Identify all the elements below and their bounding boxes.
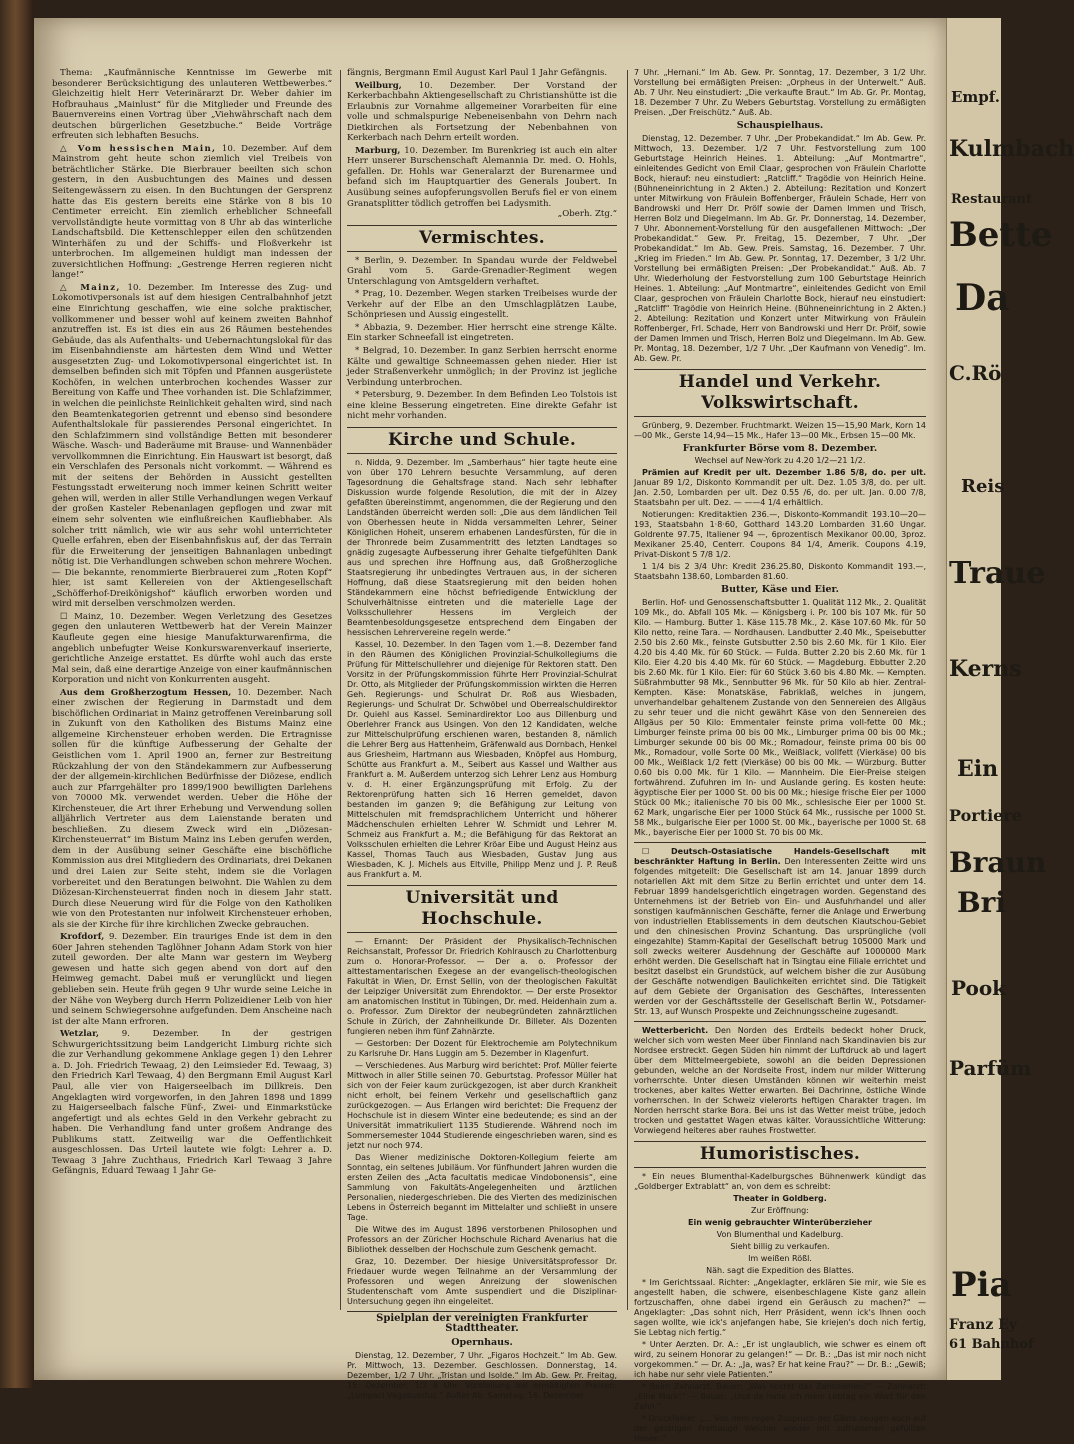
adjacent-ad-text: Pook	[951, 976, 1007, 1000]
adjacent-ad-text: Braun	[949, 846, 1047, 879]
adjacent-ad-text: Reis	[961, 476, 1005, 497]
opera-schedule-continued: 7 Uhr. „Hernani.“ Im Ab. Gew. Pr. Sonntag, 17. Dezember, 3 1/2 Uhr. Vorstellung bei ermäßigten Preisen: „Orpheus in der Unterwelt.“ Auß. Ab. 7 Uhr. Neu einstudiert: „Die verkaufte Braut.“ Im Ab. Gr. Pr. Montag, 18. Dezember 7 Uhr. Zu Webers Geburtstag. Vorstellung zu ermäßigten Preisen. „Der Freischütz.“ Auß. Ab.	[634, 68, 926, 117]
humor-blumenthal: * Ein neues Blumenthal-Kadelburgsches Bühnenwerk kündigt das „Goldberger Extrablatt“ an, von dem es schreibt:	[634, 1171, 926, 1191]
humor-doctors: * Unter Aerzten. Dr. A.: „Er ist unglaublich, wie schwer es einem oft wird, zu seinem Honorar zu gelangen!“ — Dr. B.: „Das ist mir noch nicht vorgekommen.“ — Dr. A.: „Ja, was? Er hat keine Frau?“ — Dr. B.: „Gewiß; ich habe nur sehr viele Patienten.“	[634, 1339, 926, 1379]
university-avenarius: Die Witwe des im August 1896 verstorbenen Philosophen und Professors an der Züricher Hochschule Richard Avenarius hat die Bibliothek desselben der Hochschule zum Geschenk gemacht.	[347, 1224, 617, 1254]
article-main-ice: △ Vom hessischen Main, 10. Dezember. Auf dem Mainstrom geht heute schon ziemlich viel Treibeis von beträchtlicher Stärke. Die Bierbrauer beeilten sich schon gestern, in den Ausbuchtungen des Maines und dessen Seitengewässern zu eisen. In den Buchtungen der Gersprenz hatte das Eis gestern bereits eine Stärke von 8 bis 10 Centimeter erreicht. Ein ziemlich erheblicher Schneefall vervollständigte heute vormittag von 8 Uhr ab das winterliche Landschaftsbild. Die Kettenschlepper eilen den schützenden Winterhäfen zu und der Schiffs- und Floßverkehr ist unterbrochen. Im allgemeinen huldigt man indessen der zuversichtlichen Hoffnung: „Gestrenge Herren regieren nicht lange!“	[52, 143, 332, 281]
news-abbazia: * Abbazia, 9. Dezember. Hier herrscht eine strenge Kälte. Ein starker Schneefall ist eingetreten.	[347, 322, 617, 344]
university-deceased: — Gestorben: Der Dozent für Elektrochemie am Polytechnikum zu Karlsruhe Dr. Hans Luggin am 5. Dezember in Klagenfurt.	[347, 1038, 617, 1058]
humor-ad-line-2: Zur Eröffnung:	[751, 1205, 809, 1215]
weather-report: Wetterbericht. Den Norden des Erdteils bedeckt hoher Druck, welcher sich vom westen Meer über Finnland nach Skandinavien bis zur Nordsee erstreckt. Gegen Süden hin nimmt der Luftdruck ab und lagert über dem Mittelmeergebiete, sowohl an die beiden Depressionen gebunden, welche an der Nordseite Frost, indem nur milder Witterung vorherrschte. Unter diesen Umständen können wir weiterhin meist trockenes, aber kaltes Wetter erwarten. Bei Dachrinne, östliche Winde vorherrschen. In der Schweiz vielerorts heftigen Charakter tragen. Im Norden herrscht starke Bora. Bei uns ist das Wetter meist trübe, jedoch trocken und gestattet Wagen etwas kälter. Voraussichtliche Witterung: Vorwiegend heiteres aber rauhes Frostwetter.	[634, 1025, 926, 1135]
adjacent-ad-text: 61 Bahnhof	[949, 1337, 1034, 1352]
adjacent-ad-text: Empf.	[951, 88, 1000, 106]
section-heading-humoristisches: Humoristisches.	[634, 1141, 926, 1168]
university-vienna: Das Wiener medizinische Doktoren-Kollegium feierte am Sonntag, ein seltenes Jubiläum. Vor fünfhundert Jahren wurden die ersten Zeilen des „Acta facultatis medicae Vindobonensis“, eine Sammlung von Fakultäts-Angelegenheiten und ärztlichen Personalien, niedergeschrieben. Die des Vierten des medizinischen Lebens in Österreich begannt im Mittelalter und schließt in unsere Tage.	[347, 1152, 617, 1222]
article-kassel: Kassel, 10. Dezember. In den Tagen vom 1.—8. Dezember fand in den Räumen des Königlichen Provinzial-Schulkollegiums die Prüfung für Mittelschullehrer und diejenige für Rektoren statt. Den Vorsitz in der Prüfungskommission führte Herr Provinzial-Schulrat Dr. Otto, als Mitglieder der Prüfungskommission wirkten die Herren Geh. Regierungs- und Schulrat Dr. Roß aus Wiesbaden, Regierungs- und Schulrat Dr. Schwöbel und Oberrealschuldirektor Dr. Quiehl aus Kassel. Seminardirektor Loo aus Dillenburg und Oberlehrer Franck aus Usingen. Von den 12 Kandidaten, welche zur Mittelschulprüfung erschienen waren, bestanden 8, nämlich die Lehrer Berg aus Hattenheim, Gräfenwald aus Dornbach, Henkel aus Griesheim, Hartmann aus Wiesbaden, Knöpfel aus Homburg, Schütte aus Frankfurt a. M., Seibert aus Kassel und Walther aus Frankfurt a. M. Außerdem unterzog sich Lehrer Lenz aus Homburg v. d. H. einer Ergänzungsprüfung mit Erfolg. Zu der Rektorenprüfung hatten sich 16 Herren gemeldet, davon bestanden im ganzen 9; die Befähigung zur Leitung von Mittelschulen mit fremdsprachlichem Unterricht und höherer Mädchenschulen erhielten Lehrer W. Schmidt und Lehrer M. Schmeiz aus Frankfurt a. M.; die Befähigung für das Rektorat an Volksschulen erhielten die Lehrer Kröar Eibe und August Heinz aus Kassel, Thomas Tauch aus Wiesbaden, Gustav Jung aus Wiesbaden, K. J. Michels aus Eltville, Philipp Menz und J. P. Reuß aus Frankfurt a. M.	[347, 639, 617, 879]
news-berlin: * Berlin, 9. Dezember. In Spandau wurde der Feldwebel Grahl vom 5. Garde-Grenadier-Regiment wegen Unterschlagung von Amtsgeldern verhaftet.	[347, 255, 617, 287]
news-petersburg: * Petersburg, 9. Dezember. In dem Befinden Leo Tolstois ist eine kleine Besserung eingetreten. Eine direkte Gefahr ist nicht mehr vorhanden.	[347, 390, 617, 422]
university-appointed: — Ernannt: Der Präsident der Physikalisch-Technischen Reichsanstalt, Professor Dr. Friedrich Kohlrausch zu Charlottenburg zum o. Honorar-Professor. — Der a. o. Professor der alttestamentarischen Exegese an der evangelisch-theologischen Fakultät in Wien, Dr. Ernst Sellin, von der theologischen Fakultät der Leipziger Universität zum Ehrendoktor. — Der erste Prosektor am anatomischen Institut in Tübingen, Dr. med. Heidenhain zum a. o. Professor. Zum Direktor der neubegründeten zahnärztlichen Schule in Zürich, der Zahnheilkunde Dr. Billeter. Als Dozenten fungieren neben ihm fünf Zahnärzte.	[347, 936, 617, 1036]
divider	[634, 842, 926, 843]
article-krofdorf: Krofdorf, 9. Dezember. Ein trauriges Ende ist dem in den 60er Jahren stehenden Taglöhner Johann Adam Stork von hier zuteil geworden. Der alte Mann war gestern im Weyberg gewesen und hatte sich gegen abend von dort auf den Heimweg gemacht. Dabei muß er verunglückt und liegen geblieben sein. Heute früh gegen 9 Uhr wurde seine Leiche in der Nähe von Weyberg durch Herrn Polizeidiener Leib von hier und seinem Schwiegersohne aufgefunden. Dem Anscheine nach ist der alte Mann erfroren.	[52, 932, 332, 1027]
humor-ad-line-7: Näh. sagt die Expedition des Blattes.	[706, 1265, 854, 1275]
humor-ad-line-5: Sieht billig zu verkaufen.	[730, 1241, 830, 1251]
section-heading-kirche-schule: Kirche und Schule.	[347, 427, 617, 454]
news-prag: * Prag, 10. Dezember. Wegen starken Treibeises wurde der Verkehr auf der Elbe an den Umschlagplätzen Laube, Schönpriesen und Aussig eingestellt.	[347, 289, 617, 321]
market-gruenberg: Grünberg, 9. Dezember. Fruchtmarkt. Weizen 15—15,90 Mark, Korn 14—00 Mk., Gerste 14,94—15 Mk., Hafer 13—00 Mk., Erbsen 15—00 Mk.	[634, 420, 926, 440]
humor-dentist: * Beim Zahnarzt. Bauer: „Was kostet das Zahnziehen?“ — Zahnarzt: „Eine Mark!“ — Bauer: „Und da habe ich mein Lebtag ein Wort für den Zahn.“	[634, 1381, 926, 1411]
humor-ad-line-1: Theater in Goldberg.	[733, 1193, 827, 1203]
schauspielhaus-heading: Schauspielhaus.	[736, 120, 824, 131]
adjacent-ad-text: Ein	[957, 756, 999, 782]
column-rule-2	[627, 70, 628, 1310]
article-lecture: Thema: „Kaufmännische Kenntnisse im Gewerbe mit besonderer Berücksichtigung des unlauteren Wettbewerbes.“ Gleichzeitig hielt Herr Veterinärarzt Dr. Weber dahier im Hofbrauhaus „Mainlust“ für die Mitglieder und Freunde des Bauernvereins einen Vortrag über „Viehwährschaft nach dem deutschen bürgerlichen Gesetzbuche.“ Beide Vorträge erfreuten sich lebhaften Besuchs.	[52, 68, 332, 142]
article-mainz-rail: △ Mainz, 10. Dezember. Im Interesse des Zug- und Lokomotivpersonals ist auf dem hiesigen Centralbahnhof jetzt eine Einrichtung geschaffen, wie eine solche praktischer, vollkommener und besser wohl auf keinem zweiten Bahnhof anzutreffen ist. Es ist dies ein aus 26 Räumen bestehendes Gebäude, das als Aufenthalts- und Uebernachtungslokal für das im Eisenbahndienste am härtesten dem Wind und Wetter ausgesetzten Zug- und Lokomotivpersonal eingerichtet ist. In demselben befinden sich mit Töpfen und Pfannen ausgerüstete Kochöfen, in welchen unterbrochen kochendes Wasser zur Bereitung von Kaffe und Thee vorhanden ist. Die Schlafzimmer, in welchen die peinlichste Reinlichkeit gehalten wird, sind nach den Beamtenkategorien getrennt und ebenso sind besondere Aufenthaltslokale für passierendes Personal eingerichtet. In den Schlafzimmern sind vollständige Betten mit besonderer Wäsche. Wasch- und Baderäume mit Brause- und Wannenbäder vervollkommnen die Einrichtung. Ein Hauswart ist besorgt, daß ein Verschlafen des Personals nicht vorkommt. — Während es mit der seitens der Behörden in Aussicht gestellten Festungsstadt erweiterung noch immer keinen Schritt weiter gehen will, werden in aller Stille Verhandlungen wegen Verkauf der großen Kasteler Rebenanlagen gepflogen und zwar mit einem sehr solventen wie einflußreichen Kaufliebhaber. Als solcher tritt nämlich, wie wir aus sehr wohl unterrichteter Quelle erfahren, eben der Eisenbahnfiskus auf, der das Terrain für die Erweiterung der jenseitigen Bahnanlagen unbedingt nötig ist. Die Verhandlungen schweben schon mehrere Wochen. — Die bekannte, renommierte Bierbrauerei zum „Roten Kopf“ hier, ist samt Kellereien von der Aktiengesellschaft „Schöfferhof-Dreikönigshof“ käuflich erworben worden und wird mit derselben verschmolzen werden.	[52, 282, 332, 610]
schauspielhaus-schedule: Dienstag, 12. Dezember. 7 Uhr. „Der Probekandidat.“ Im Ab. Gew. Pr. Mittwoch, 13. Dezember. 1/2 7 Uhr. Festvorstellung zum 100 Geburtstage Heinrich Heines. 1. Abteilung: „Auf Montmartre“, einleitendes Gedicht von Emil Claar, gesprochen von Fräulein Charlotte Bock, hierauf: neu einstudiert: „Ratcliff.“ Tragödie von Heinrich Heine. (Bühneneinrichtung in 2 Akten.) 2. Abteilung: Rezitation und Konzert unter Mitwirkung von Fräulein Boffenberger, Fräulein Schade, Herr von Bandrowski und Herr Dr. Prölf sowie der Damen Immen und Trisch, Herren Bolz und Diegelmann. Im Ab. Gr. Pr. Donnerstag, 14. Dezember, 7 Uhr. Abonnement-Vorstellung für den ausgefallenen Mittwoch: „Der Probekandidat.“ Gew. Pr. Freitag, 15. Dezember, 7 Uhr. „Der Probekandidat.“ Im Ab. Gew. Preis. Samstag, 16. Dezember. 7 Uhr. „Krieg im Frieden.“ Im Ab. Gew. Pr. Sonntag, 17. Dezember, 3 1/2 Uhr. Vorstellung bei ermäßigten Preisen: „Der Probekandidat.“ Auß. Ab. 7 Uhr. Wiederholung der Festvorstellung zum 100 Geburtstage Heinrich Heines. 1. Abteilung: „Auf Montmartre“, einleitendes Gedicht von Emil Claar, gesprochen von Fräulein Charlotte Bock, hierauf neu einstudiert: „Ratcliff“ Tragödie von Heinrich Heine. (Bühneneinrichtung in 2 Akten.) 2. Abteilung: Rezitation und Konzert unter Mitwirkung von Fräulein Roffenberger, Frl. Schade, Herr von Bandrowski und Herr Dr. Prölf, sowie der Damen Immen und Trisch, Herren Bolz und Diegelmann. Im Ab. Gew. Pr. Montag, 18. Dezember, 1/2 7 Uhr. „Der Kaufmann von Venedig“. Im. Ab. Gew. Pr.	[634, 133, 926, 363]
humor-court: * Im Gerichtssaal. Richter: „Angeklagter, erklären Sie mir, wie Sie es angestellt haben, die schwere, eisenbeschlagene Kiste ganz allein fortzuschaffen, ohne dabei irgend ein Geräusch zu machen?“ — Angeklagter: „Das sohnt nich, Herr Präsident, wenn ick's Ihnen ooch sagen wollte, wie ick's anjefangen habe, Sie kriejen's doch nich fertig, Sie Lebtag nich fertig.“	[634, 1277, 926, 1337]
adjacent-ad-text: C.Rö	[949, 361, 1002, 385]
boerse-exchange-rate: Wechsel auf New-York zu 4.20 1/2—21 1/2.	[694, 456, 866, 466]
humor-ad-line-3: Ein wenig gebrauchter Winterüberzieher	[688, 1217, 872, 1227]
section-heading-vermischtes: Vermischtes.	[347, 225, 617, 252]
column-2	[347, 68, 617, 1400]
article-marburg: Marburg, 10. Dezember. Im Burenkrieg ist auch ein alter Herr unserer Burschenschaft Alemannia Dr. med. O. Hohls, gefallen. Dr. Hohls war Generalarzt der Burenarmee und befand sich im Hauptquartier des Generals Joubert. In Ausübung seines aufopferungsvollen Berufs fiel er von einem Granatsplitter tödlich getroffen bei Ladysmith. „Oberh. Ztg.“	[347, 145, 617, 220]
article-mainz-competition: ☐ Mainz, 10. Dezember. Wegen Verletzung des Gesetzes gegen den unlauteren Wettbewerb hat der Verein Mainzer Kaufleute gegen eine hiesige Manufakturwarenfirma, die angeblich unbefugter Weise Konkurswarenverkauf inserierte, gerichtliche Anzeige erstattet. Es dürfte wohl auch das erste Mal sein, daß eine derartige Anzeige von einer kaufmännischen Korporation und nicht von Konkurrenten ausgeht.	[52, 611, 332, 686]
article-nidda: n. Nidda, 9. Dezember. Im „Samberhaus“ hier tagte heute eine von über 170 Lehrern besuchte Versammlung, auf deren Tagesordnung die Gehaltsfrage stand. Nach sehr lebhafter Diskussion wurde folgende Resolution, die mit der in Alzey gefaßten übereinstimmt, angenommen, die der Regierung und den Landständen überreicht werden soll: „Die aus dem ländlichen Teil von Oberhessen heute in Nidda versammelten Lehrer, Seiner Königlichen Hoheit, unserem erhabenen Landesfürsten, für die in der Thronrede beim Zusammentritt des letzten Landtages so gnädig zugesagte Aufbesserung ihrer Gehalte tiefgefühlten Dank aus und sprechen ihre Hoffnung aus, daß Großherzogliche Staatsregierung ihr unbedingtes Vertrauen aus, in der sicheren Hoffnung, daß diese Staatsregierung mit den beiden hohen Ständekammern eine höchst befriedigende Entwicklung der Schulverhältnisse eintreten und die materielle Lage der Volksschullehrer Hessens im Vergleich der Beamtenbesoldungsgesetze entsprechend dem Eingaben der hessischen Lehrervereine regeln werde.“	[347, 457, 617, 637]
article-ostasiatische-gesellschaft: ☐ Deutsch-Ostasiatische Handels-Gesellschaft mit beschränkter Haftung in Berlin. Den Interessenten Zeitte wird uns folgendes mitgeteilt: Die Gesellschaft ist am 14. Januar 1899 durch notariellen Akt mit dem Sitze zu Berlin errichtet und unter dem 14. Februar 1899 handelsgerichtlich eingetragen worden. Gegenstand des Unternehmens ist der Betrieb von Ein- und Ausfuhrhandel und aller sonstigen kaufmännischen Geschäfte, ferner die Anlage und Erwerbung von industriellen Etablissements in dem deutschen Kiautschou-Gebiet und den chinesischen Provinz Schantung. Das ursprüngliche (voll eingezahlte) Stamm-Kapital der Gesellschaft betrug 105000 Mark und soll zwecks weiterer Ausdehnung der Geschäfte auf 1000000 Mark erhöht werden. Die Gesellschaft hat in Tsingtau eine Filiale errichtet und besitzt daselbst ein Grundstück, auf welchem bisher die zur Ausübung der Geschäfte notwendigen Baulichkeiten errichtet sind. Die Tätigkeit auf dem Gebiete der Organisation des Geschäftes, Interessenten werden vor der Geschäftsstelle der Gesellschaft Berlin W., Potsdamer-Str. 13, auf Wunsch Prospekte und Zeichnungsscheine zugesandt.	[634, 846, 926, 1016]
section-heading-universitaet: Universität und Hochschule.	[347, 885, 617, 933]
column-3	[634, 68, 926, 1443]
adjacent-ad-text: Parfüm	[949, 1056, 1032, 1080]
adjacent-ad-text: Da	[955, 277, 1010, 319]
boerse-premiums: Prämien auf Kredit per ult. Dezember 1.86 5/8, do. per ult. Januar 89 1/2, Diskonto Kommandit per ult. Dez. 1.05 3/8, do. per ult. Jan. 2.50, Lombarden per ult. Dez 0.55 /6, do. per ult. Jan. 0.00 7/8, Staatsbahn per ult. Dez. — ——4 1/4 erhältlich.	[634, 468, 926, 508]
adjacent-ad-text: Franz Ey	[949, 1317, 1017, 1333]
article-continuation: fängnis, Bergmann Emil August Karl Paul 1 Jahr Gefängnis.	[347, 68, 608, 78]
humor-misprint: * Druckfehler. „... Von dem regen Zuspruch der Gäste zeugen auch auf der gestrigen Freibaugd Welcher wieder mit zufriedenen gefüllten Hosen.“	[634, 1413, 926, 1443]
adjacent-ad-text: Bri	[957, 886, 1007, 919]
university-graz: Graz, 10. Dezember. Der hiesige Universitätsprofessor Dr. Friedauer wurde wegen Teilnahme an der Versammlung der Professoren und wegen Anreizung der slowenischen Studentenschaft vom Amte suspendiert und die Disziplinar-Untersuchung gegen ihn eingeleitet.	[347, 1256, 617, 1306]
adjacent-ad-text: Bette	[949, 215, 1053, 255]
column-1	[52, 68, 332, 1318]
butter-eggs-prices: Berlin. Hof- und Genossenschaftsbutter 1. Qualität 112 Mk., 2. Qualität 109 Mk., do. Abfall 105 Mk. — Königsberg i. Pr. 100 bis 107 Mk. für 50 Kilo. — Hamburg. Butter 1. Käse 115.78 Mk., 2. Käse 107.60 Mk. für 50 Kilo netto, reine Tara. — Nordhausen. Landbutter 2.40 Mk., Speisebutter 2.50 bis 2.60 Mk., feinste Gutsbutter 2.50 bis 2.60 Mk. für 1 Kilo. Eier 4.20 bis 4.40 Mk. für 60 Stück. — Fulda. Butter 2.20 bis 2.60 Mk. für 1 Kilo. Eier 4.20 bis 4.40 Mk. für 60 Stück. — Magdeburg. Ebbutter 2.20 bis 2.60 Mk. für 1 Kilo. Eier: für 60 Stück 3.60 bis 4.80 Mk. — Kempten. Süßrahmbutter 98 Mk., Sennbutter 96 Mk. für 50 Kilo ab hier. Zentral-Kempten. Käse: Monatskäse, Fabriklaß, welches in jungem, unverhandelbar gehaltenem Zustande von den Sennereien des Allgäus zu sehr teuer und die nicht gewährt Käse von den Sennereien des Allgäus per 50 Kilo: Emmentaler feinste prima voll-fette 00 Mk.; Limburger feinste prima 00 bis 00 Mk., Limburger prima 00 bis 00 Mk.; Limburger sekunde 00 bis 00 Mk.; Romadour, feinste prima 00 bis 00 Mk., Romadour, volle Sorte 00 Mk., Weißlack, vollfett (Vierkäse) 00 bis 00 Mk., Weißlack 1/2 fett (Vierkäse) 00 bis 00 Mk. — Würzburg. Butter 0.60 bis 0.00 Mk. für 1 Kilo. — Mannheim. Die Eier-Preise steigen fortwährend. Zufuhren im In- und Auslande gering. Es kosten heute: ägyptische Eier per 1000 St. 00 bis 00 Mk.; hiesige frische Eier per 1000 Stück 00 Mk.; italienische 70 bis 00 Mk., schlesische Eier per 1000 St. 62 Mark, ungarische Eier per 1000 Stück 64 Mk., russische per 1000 St. 58 Mk., bulgarische Eier per 1000 St. 00 Mk., bayerische per 1000 St. 68 Mk., bayerische Eier per 1000 St. 70 bis 00 Mk.	[634, 597, 926, 837]
opera-house-heading: Opernhaus.	[451, 1336, 513, 1348]
adjacent-ad-text: Kulmbach	[949, 136, 1074, 162]
news-belgrad: * Belgrad, 10. Dezember. In ganz Serbien herrscht enorme Kälte und gewaltige Schneemassen gehen nieder. Hier ist jeder Straßenverkehr unmöglich; in der Provinz ist jegliche Verbindung unterbrochen.	[347, 346, 617, 388]
adjacent-ad-text: Kerns	[949, 656, 1022, 682]
adjacent-ad-text: Traue	[949, 556, 1046, 591]
adjacent-ad-text: Restaurant	[951, 192, 1033, 207]
butter-eggs-heading: Butter, Käse und Eier.	[721, 584, 839, 596]
humor-ad-line-6: Im weißen Rößl.	[748, 1253, 812, 1263]
boerse-heading: Frankfurter Börse vom 8. Dezember.	[682, 442, 878, 454]
adjacent-ad-text: Portiere	[949, 806, 1022, 825]
humor-ad-line-4: Von Blumenthal und Kadelburg.	[716, 1229, 844, 1239]
article-hessen-church-tax: Aus dem Großherzogtum Hessen, 10. Dezember. Nach einer zwischen der Regierung in Darmstadt und dem bischöflichen Ordinariat in Mainz getroffenen Vereinbarung soll in Zukunft von den Katholiken des Bistums Mainz eine allgemeine Kirchensteuer erhoben werden. Die Ertragnisse sollen für die künftige Aufbesserung der Gehalte der Geistlichen vom 1. April 1900 an, ferner zur Bestreitung Rückzahlung der von den Ständekammern zur Aufbesserung der der allgemein-kirchlichen Bedürfnisse der Diözese, endlich auch zur Pfarrgehälter pro 1899/1900 bewilligten Darlehens von 70000 Mk. verwendet werden. Ueber die Höhe der Kirchensteuer, die Art ihrer Erhebung und Verwendung sollen alljährlich Vertreter aus dem Laienstande beraten und beschließen. Zu diesem Zweck wird ein „Diözesan-Kirchensteuerrat“ im Bistum Mainz ins Leben gerufen werden, dem in der Ausübung seiner Geschäfte eine bischöfliche Kommission aus drei Mitgliedern des Ordinariats, drei Dekanen und drei Laien zur Seite steht, indem sie die Vorlagen vorbereitet und den Beratungen beiwohnt. Die Wahlen zu dem Diözesan-Kirchensteuerrat finden noch in diesem Jahr statt. Durch diese Neuerung wird für die Folge von den Katholiken wie von den Protestanten nur infolweit Kirchensteuer erhoben, als sie der Kirche für ihre kirchlichen Zwecke gebrauchen.	[52, 687, 333, 930]
adjacent-page-edge	[946, 18, 1074, 1380]
adjacent-ad-text: Pia	[951, 1265, 1012, 1305]
column-rule-1	[340, 70, 341, 1310]
opera-schedule: Dienstag, 12. Dezember, 7 Uhr. „Figaros Hochzeit.“ Im Ab. Gew. Pr. Mittwoch, 13. Dezember. Geschlossen. Donnerstag, 14. Dezember, 1/2 7 Uhr. „Tristan und Isolde.“ Im Ab. Gew. Pr. Freitag, 15. Dezember, 1/2 8 Uhr. Vorstellung bei ermäßigten Preisen: „Lumpaci Vagabundus.“ Außer Ab. Samstag, 16. Dezember	[347, 1350, 617, 1400]
book-spine	[0, 0, 34, 1388]
theater-schedule-title: Spielplan der vereinigten Frankfurter Stadttheater.	[347, 1311, 617, 1335]
boerse-afternoon: 1 1/4 bis 2 3/4 Uhr: Kredit 236.25.80, Diskonto Kommandit 193.—, Staatsbahn 138.60, Lombarden 81.60.	[634, 562, 926, 582]
section-heading-handel: Handel und Verkehr. Volkswirtschaft.	[634, 369, 926, 417]
university-misc: — Verschiedenes. Aus Marburg wird berichtet: Prof. Müller feierte Mittwoch in aller Stille seinen 70. Geburtstag. Professor Müller hat sich von der Feier kaum zurückgezogen, ist aber durch Krankheit nicht erholt, bei feinem Verkehr und gesellschaftlich ganz zurückgezogen. — Aus Erlangen wird berichtet: Die Frequenz der Hochschule ist in diesem Winter eine bedeutende; es sind an der Universität immatrikuliert 1135 Studierende. Während noch im Sommersemester 1044 Studierende eingeschrieben waren, sind es jetzt nur noch 974.	[347, 1060, 617, 1150]
article-wetzlar: Wetzlar, 9. Dezember. In der gestrigen Schwurgerichtssitzung beim Landgericht Limburg richte sich die zur Verhandlung gekommene Anklage gegen 1) den Lehrer a. D. Joh. Friedrich Tewaag, 2) den Leimsieder Ed. Tewaag, 3) den Friedrich Karl Tewaag, 4) den Bergmann Emil August Karl Paul, alle vier von Haigerseelbach im Dillkreis. Den Angeklagten wird vorgeworfen, in den Jahren 1898 und 1899 zu Haigerseelbach falsche Fünf-, Zwei- und Einmarkstücke angefertigt und als echtes Geld in den Verkehr gebracht zu haben. Die Verhandlung fand unter großem Andrange des Publikums statt. Zeitweilig war die Oeffentlichkeit ausgeschlossen. Das Urteil lautete wie folgt: Lehrer a. D. Tewaag 3 Jahre Zuchthaus, Friedrich Karl Tewaag 3 Jahre Gefängnis, Eduard Tewaag 1 Jahr Ge-	[52, 1029, 333, 1177]
divider	[634, 1021, 926, 1022]
article-weilburg: Weilburg, 10. Dezember. Der Vorstand der Kerkerbachbahn Aktiengesellschaft zu Christianshütte ist die Erlaubnis zur Vornahme allgemeiner Vorarbeiten für eine volle und schmalspurige Nebeneisenbahn von Dehrn nach Dietkirchen als Fortsetzung der Nebenbahnen von Kerkerbach nach Dehrn erteilt worden.	[347, 80, 617, 144]
boerse-quotations: Notierungen: Kreditaktien 236.—, Diskonto-Kommandit 193.10—20—193, Staatsbahn 1·8·60, Gotthard 143.20 Lombarden 31.60 Ungar. Goldrente 97.75, Italiener 94 —, 6prozentisch Mexikanor 00.00, 3proz. Mexikaner 25.40, Centerr. Coupons 84 1/4, Amerik. Coupons 4.19, Privat-Diskont 5 7/8 1/2.	[634, 510, 926, 560]
